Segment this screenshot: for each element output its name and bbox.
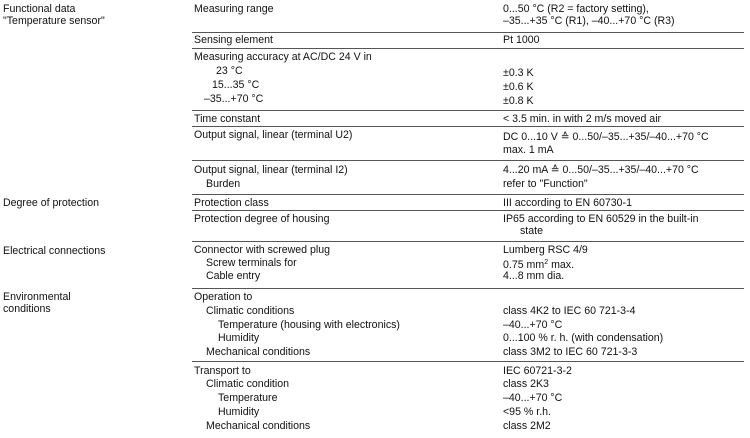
row-transport [192,361,744,436]
section-label: Functional data [3,3,76,15]
temperature-value: –40...+70 °C [503,319,563,331]
humidity-label: Humidity [218,332,260,344]
row-connector [192,241,744,288]
row-label: Connector with screwed plug [194,244,331,256]
row-label: Operation to [194,291,253,303]
temperature-label: Temperature [218,392,278,404]
row-output-signal-u2 [192,126,744,161]
screw-terminals-value [503,257,574,271]
row-value: < 3.5 min. in with 2 m/s moved air [503,113,662,125]
mechanical-value: class 3M2 to IEC 60 721-3-3 [503,346,638,358]
accuracy-value: ±0.3 K [503,67,534,79]
section-electrical-connections: Electrical connections [3,245,106,257]
row-value: Lumberg RSC 4/9 [503,244,588,256]
row-label: Protection class [194,197,269,209]
section-label: Environmental [3,291,71,303]
cable-entry-value: 4...8 mm dia. [503,270,565,282]
climatic-value: class 4K2 to IEC 60 721-3-4 [503,305,636,317]
temperature-value: –40...+70 °C [503,392,563,404]
row-measuring-range [192,0,744,32]
humidity-value: 0...100 % r. h. (with condensation) [503,332,664,344]
row-label: Output signal, linear (terminal I2) [194,164,348,176]
row-value: IEC 60721-3-2 [503,365,572,377]
section-degree-of-protection: Degree of protection [3,197,99,209]
row-value: Pt 1000 [503,34,540,46]
row-value: III according to EN 60730-1 [503,197,632,209]
mechanical-label: Mechanical conditions [206,346,311,358]
climatic-value: class 2K3 [503,378,549,390]
humidity-value: <95 % r.h. [503,406,551,418]
accuracy-value: ±0.8 K [503,95,534,107]
row-value: 4...20 mA ≙ 0...50/–35...+35/–40...+70 °C [503,164,699,176]
section-label: conditions [3,303,51,315]
row-value: IP65 according to EN 60529 in the built-in [503,213,699,225]
mechanical-label: Mechanical conditions [206,420,311,432]
screw-terminals-label: Screw terminals for [206,257,297,269]
row-value: DC 0...10 V ≙ 0...50/–35...+35/–40...+70 °C [503,131,709,143]
row-protection-class [192,194,744,210]
row-label: Output signal, linear (terminal U2) [194,129,353,141]
row-label: Sensing element [194,34,273,46]
row-value: –35...+35 °C (R1), –40...+70 °C (R3) [503,15,675,27]
accuracy-value: ±0.6 K [503,81,534,93]
row-output-signal-i2 [192,160,744,195]
climatic-label: Climatic condition [206,378,290,390]
row-value: 0...50 °C (R2 = factory setting), [503,3,649,15]
screw-value: 0.75 mm [503,259,545,271]
row-label: Measuring range [194,3,274,15]
squared-superscript: 2 [544,259,549,266]
row-value: max. 1 mA [503,144,554,156]
section-functional-data [3,3,105,27]
row-value: state [520,225,543,237]
section-environmental-conditions [3,291,71,315]
accuracy-temp: 15...35 °C [212,79,260,91]
row-sensing-element [192,32,744,48]
row-label: Time constant [194,113,261,125]
screw-value-suffix: max. [548,259,575,271]
temperature-label: Temperature (housing with electronics) [218,319,400,331]
row-label: Protection degree of housing [194,213,330,225]
section-label: "Temperature sensor" [3,15,105,27]
cable-entry-label: Cable entry [206,270,261,282]
row-label: Transport to [194,365,251,377]
row-measuring-accuracy [192,48,744,111]
accuracy-temp: 23 °C [216,65,243,77]
row-operation [192,288,744,361]
row-housing-protection [192,210,744,241]
mechanical-value: class 2M2 [503,420,551,432]
accuracy-temp: –35...+70 °C [204,93,264,105]
row-label: Measuring accuracy at AC/DC 24 V in [194,51,372,63]
burden-value: refer to "Function" [503,178,588,190]
climatic-label: Climatic conditions [206,305,295,317]
row-time-constant [192,110,744,127]
humidity-label: Humidity [218,406,260,418]
burden-label: Burden [206,178,241,190]
